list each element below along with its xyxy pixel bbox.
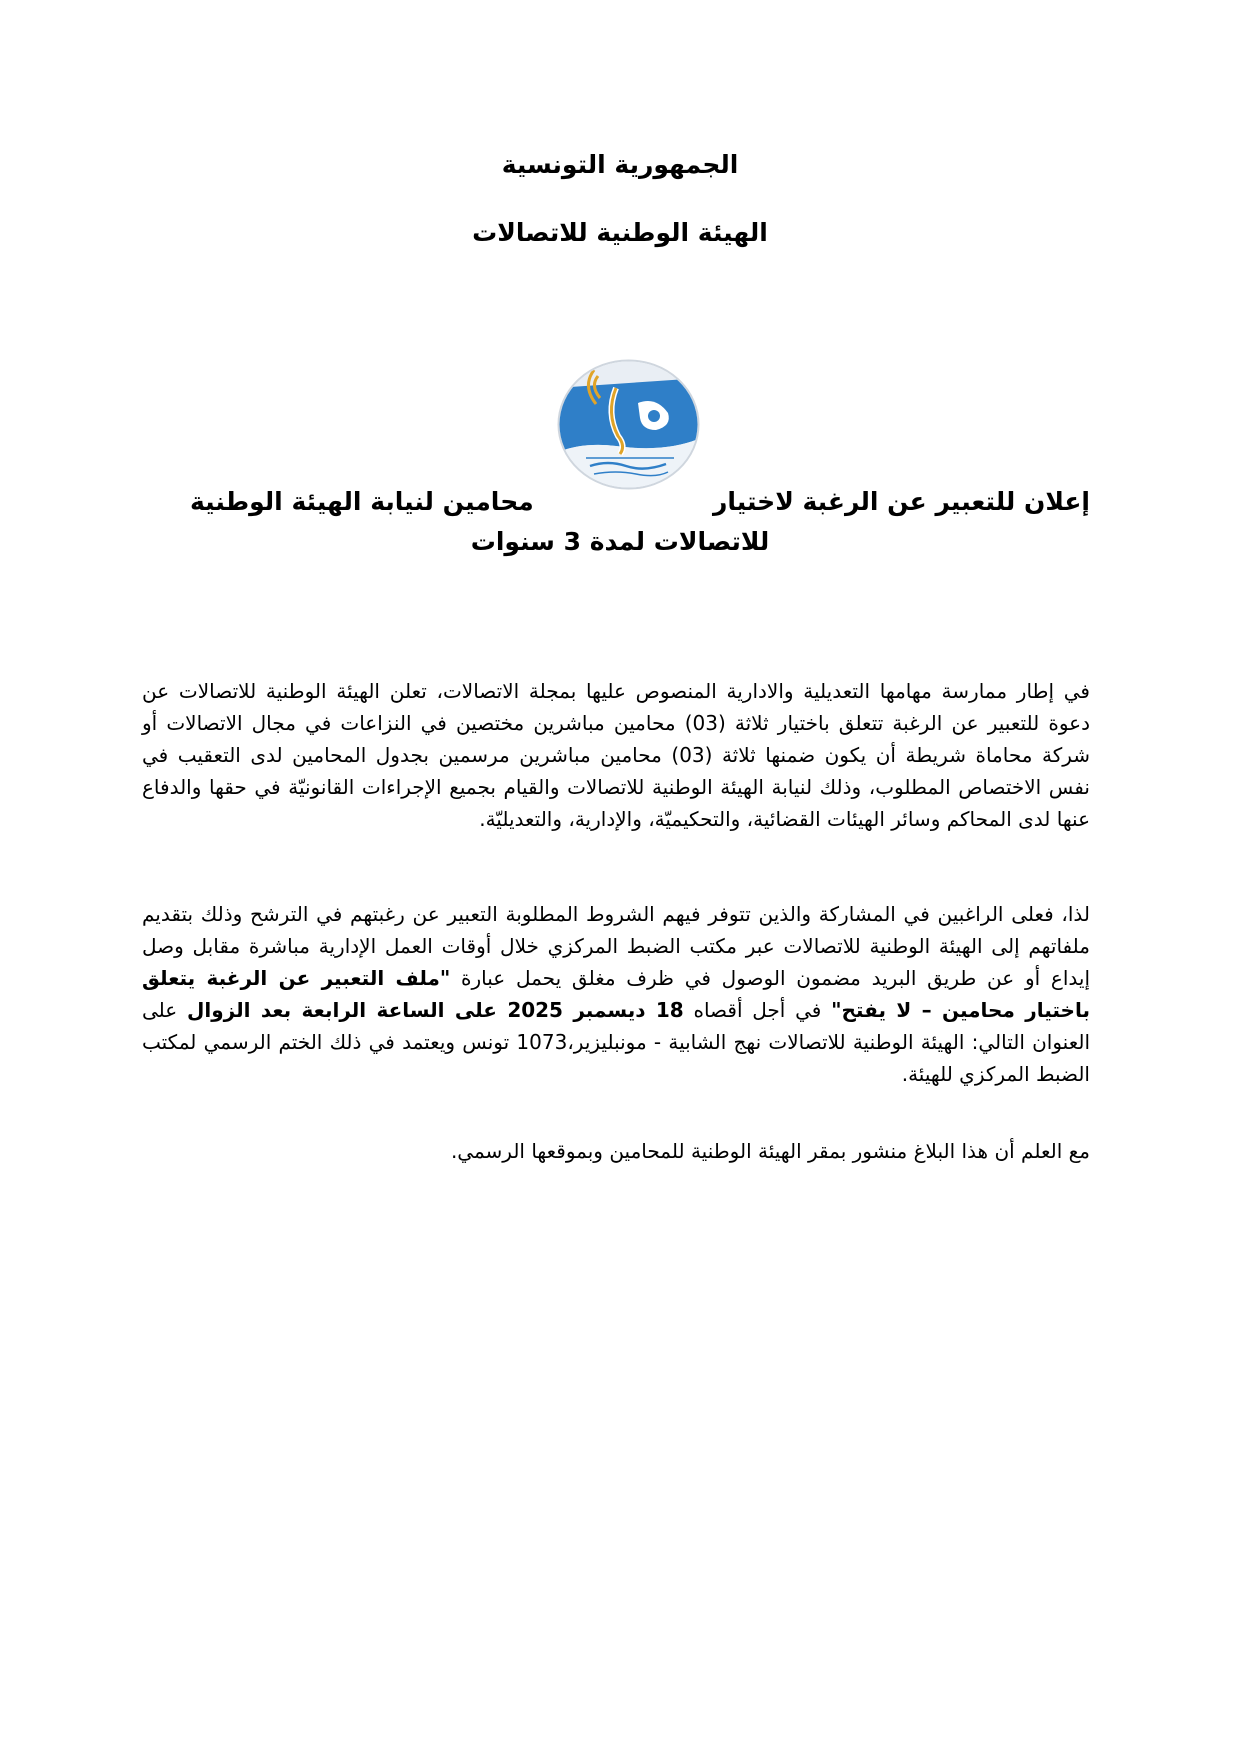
paragraph-submission: [142, 898, 1090, 1090]
paragraph-notice: مع العلم أن هذا البلاغ منشور بمقر الهيئة الوطنية للمحامين وبموقعها الرسمي.: [450, 1139, 1090, 1163]
submission-text-c: في أجل أقصاه: [683, 998, 832, 1022]
announcement-line-2: للاتصالات لمدة 3 سنوات: [470, 527, 770, 556]
announcement-line-1: [190, 487, 1090, 521]
authority-title: الهيئة الوطنية للاتصالات: [472, 218, 768, 247]
announcement-title-part-2: محامين لنيابة الهيئة الوطنية: [190, 487, 534, 516]
submission-text-a: لذا، فعلى الراغبين في المشاركة والذين تتوفر فيهم الشروط المطلوبة التعبير عن رغبتهم في الترشح وذلك بتقديم ملفاتهم إلى الهيئة الوطنية للاتصالات عبر مكتب الضبط المركزي خلال أوقات العمل الإدارية مباشرة مقابل وصل إيداع أو عن طريق البريد مضمون الوصول في ظرف مغلق يحمل عبارة: [142, 902, 1090, 990]
envelope-label: "ملف التعبير عن الرغبة يتعلق باختيار محامين – لا يفتح": [142, 966, 1090, 1022]
announcement-title-part-1: إعلان للتعبير عن الرغبة لاختيار: [712, 487, 1090, 516]
inc-logo-icon: [556, 358, 701, 491]
submission-address: على العنوان التالي: الهيئة الوطنية للاتصالات نهج الشابية - مونبليزير،1073 تونس ويعتمد في ذلك الختم الرسمي لمكتب الضبط المركزي للهيئة.: [142, 998, 1091, 1086]
paragraph-intro: في إطار ممارسة مهامها التعديلية والادارية المنصوص عليها بمجلة الاتصالات، تعلن الهيئة الوطنية للاتصالات عن دعوة للتعبير عن الرغبة تتعلق باختيار ثلاثة (03) محامين مباشرين مختصين في النزاعات في مجال الاتصالات أو شركة محاماة شريطة أن يكون ضمنها ثلاثة (03) محامين مباشرين مرسمين بجدول المحامين لدى التعقيب في نفس الاختصاص المطلوب، وذلك لنيابة الهيئة الوطنية للاتصالات والقيام بجميع الإجراءات القانونيّة في حقها والدفاع عنها لدى المحاكم وسائر الهيئات القضائية، والتحكيميّة، والإدارية، والتعديليّة.: [142, 679, 1091, 831]
deadline-date: 18 ديسمبر 2025 على الساعة الرابعة بعد الزوال: [187, 998, 684, 1022]
country-title: الجمهورية التونسية: [501, 150, 739, 179]
